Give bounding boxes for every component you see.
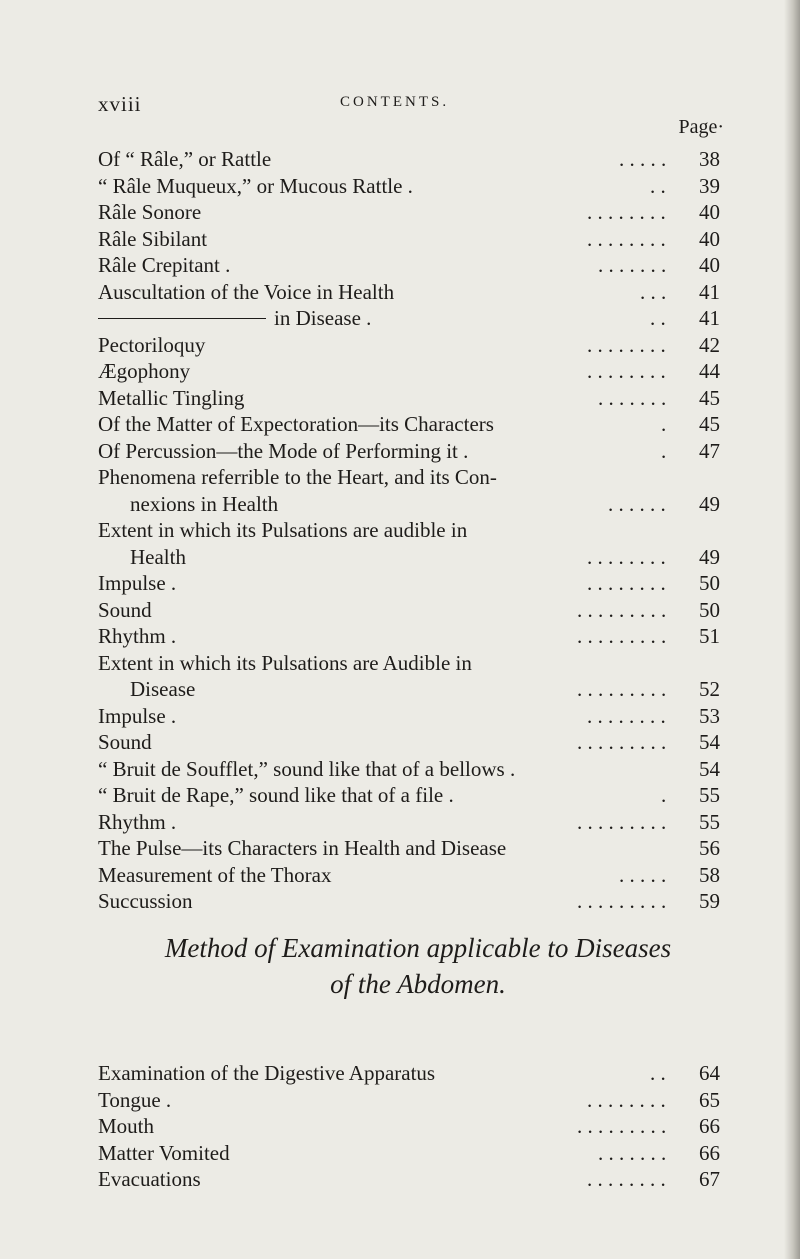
toc-page-number: 49 <box>699 544 720 569</box>
dot-leader: . . . . . . . . <box>587 1087 666 1112</box>
toc-entry <box>98 650 738 677</box>
dot-leader: . . . . . . . <box>598 253 667 277</box>
dot-leader: . . <box>650 173 666 198</box>
toc-entry <box>98 199 738 226</box>
dot-leader: . . . . . . . . . <box>577 624 667 648</box>
toc-entry <box>98 305 738 332</box>
dot-leader: . <box>661 438 667 463</box>
dot-leader: . . . . . . . . <box>587 703 666 728</box>
dot-leader: . . . . . . . . <box>587 1167 666 1191</box>
toc-entry-title: Succussion <box>98 889 193 913</box>
toc-entry-title: “ Bruit de Rape,” sound like that of a file . <box>98 783 454 807</box>
toc-page-number: 59 <box>699 889 720 913</box>
toc-entry <box>98 279 738 306</box>
toc-entry-title: Disease <box>130 677 196 701</box>
running-header <box>98 92 718 116</box>
ditto-rule <box>98 318 266 319</box>
toc-entry-title: Metallic Tingling <box>98 385 245 410</box>
dot-leader: . . . . . . . . . <box>577 889 667 913</box>
dot-leader: . . . . . . <box>608 491 666 516</box>
toc-entry-title: Râle Crepitant . <box>98 253 231 277</box>
dot-leader: . . . . . . . . . <box>577 730 667 754</box>
toc-entry-title: Of the Matter of Expectoration—its Characters <box>98 412 494 436</box>
toc-entry <box>98 385 738 412</box>
toc-entry-title: Evacuations <box>98 1167 201 1191</box>
dot-leader: . . . . . . . <box>598 385 667 410</box>
dot-leader: . . . . . . . . <box>587 200 666 224</box>
toc-page-number: 44 <box>699 359 720 383</box>
toc-entry <box>98 173 738 200</box>
toc-page-number: 49 <box>699 491 720 516</box>
toc-entry-title: Ægophony <box>98 359 191 383</box>
toc-entry-title: Of “ Râle,” or Rattle <box>98 147 272 171</box>
toc-entry <box>98 835 738 862</box>
toc-page-number: 55 <box>699 783 720 807</box>
toc-page-number: 45 <box>699 385 720 410</box>
toc-page-number: 66 <box>699 1114 720 1138</box>
toc-page-number: 40 <box>699 253 720 277</box>
dot-leader: . . . . . . . . <box>587 571 666 595</box>
dot-leader: . . <box>650 1061 666 1085</box>
toc-entry-title: Pectoriloquy <box>98 332 206 357</box>
toc-entry <box>98 517 738 544</box>
toc-entry <box>98 703 738 730</box>
toc-page-number: 55 <box>699 809 720 834</box>
toc-entry-title: The Pulse—its Characters in Health and Disease <box>98 836 507 860</box>
section-heading-line-2: of the Abdomen. <box>330 969 506 999</box>
toc-entry <box>98 358 738 385</box>
toc-entry <box>98 252 738 279</box>
toc-entry <box>98 782 738 809</box>
toc-entry-title: Râle Sonore <box>98 200 202 224</box>
toc-entry <box>98 1087 738 1114</box>
page-column-label: Page· <box>678 116 724 138</box>
toc-entry-title: “ Bruit de Soufflet,” sound like that of a bellows . <box>98 756 516 781</box>
dot-leader: . . <box>650 306 666 330</box>
toc-entry <box>98 146 738 173</box>
dot-leader: . . . . . . . <box>598 1140 667 1165</box>
toc-page-number: 41 <box>699 279 720 304</box>
toc-entry <box>98 809 738 836</box>
toc-entry <box>98 676 738 703</box>
toc-entry-title: Mouth <box>98 1114 155 1138</box>
toc-entry-title: Râle Sibilant <box>98 226 208 251</box>
toc-page-number: 50 <box>699 571 720 595</box>
toc-page-number: 47 <box>699 438 720 463</box>
contents-list <box>98 146 738 915</box>
toc-entry <box>98 1140 738 1167</box>
toc-entry-title: Sound <box>98 597 152 622</box>
dot-leader: . . . . . . . . <box>587 226 666 251</box>
toc-entry <box>98 491 738 518</box>
toc-entry <box>98 1166 738 1193</box>
toc-page-number: 51 <box>699 624 720 648</box>
dot-leader: . . . . . <box>619 147 667 171</box>
toc-entry-title: Phenomena referrible to the Heart, and its Con- <box>98 465 497 489</box>
toc-entry <box>98 1113 738 1140</box>
toc-page-number: 66 <box>699 1140 720 1165</box>
page-edge-shadow <box>784 0 800 1259</box>
toc-entry-title: Examination of the Digestive Apparatus <box>98 1061 436 1085</box>
toc-page-number: 54 <box>699 730 720 754</box>
toc-entry-title: Impulse . <box>98 703 177 728</box>
dot-leader: . . . . . . . . . <box>577 1114 667 1138</box>
toc-entry <box>98 1060 738 1087</box>
toc-page-number: 41 <box>699 306 720 330</box>
toc-page-number: 42 <box>699 332 720 357</box>
toc-entry-title: Health <box>130 544 186 569</box>
toc-page-number: 56 <box>699 836 720 860</box>
toc-entry <box>98 756 738 783</box>
dot-leader: . . . . . . . . <box>587 544 666 569</box>
dot-leader: . . . . . . . . <box>587 359 666 383</box>
section-heading <box>98 930 738 1002</box>
toc-entry <box>98 332 738 359</box>
toc-entry <box>98 438 738 465</box>
toc-entry-title: Of Percussion—the Mode of Performing it . <box>98 438 469 463</box>
toc-page-number: 50 <box>699 597 720 622</box>
dot-leader: . <box>661 783 667 807</box>
toc-page-number: 53 <box>699 703 720 728</box>
toc-page-number: 45 <box>699 412 720 436</box>
toc-page-number: 67 <box>699 1167 720 1191</box>
toc-entry <box>98 729 738 756</box>
toc-entry-title: Extent in which its Pulsations are audible in <box>98 518 468 542</box>
toc-page-number: 52 <box>699 677 720 701</box>
toc-entry-title: Rhythm . <box>98 809 177 834</box>
toc-entry-title: “ Râle Muqueux,” or Mucous Rattle . <box>98 173 413 198</box>
toc-entry-title: Rhythm . <box>98 624 177 648</box>
toc-entry-title: Sound <box>98 730 152 754</box>
dot-leader: . . . . . . . . . <box>577 677 667 701</box>
toc-entry <box>98 464 738 491</box>
toc-entry <box>98 226 738 253</box>
toc-entry <box>98 544 738 571</box>
toc-entry-title: Auscultation of the Voice in Health <box>98 279 395 304</box>
abdomen-contents-list <box>98 1060 738 1193</box>
toc-entry-title: Matter Vomited <box>98 1140 230 1165</box>
dot-leader: . . . . . . . . . <box>577 597 667 622</box>
toc-page-number: 39 <box>699 173 720 198</box>
roman-page-number: xviii <box>98 92 142 116</box>
section-heading-line-1: Method of Examination applicable to Diseases <box>164 933 672 963</box>
toc-entry <box>98 623 738 650</box>
toc-entry-title: nexions in Health <box>130 491 279 516</box>
toc-entry <box>98 597 738 624</box>
toc-page-number: 65 <box>699 1087 720 1112</box>
toc-entry <box>98 570 738 597</box>
toc-entry-title: Measurement of the Thorax <box>98 862 332 887</box>
toc-entry-title: Impulse . <box>98 571 177 595</box>
dot-leader: . . . . . . . . <box>587 332 666 357</box>
header-title: CONTENTS. <box>340 94 450 110</box>
toc-page-number: 40 <box>699 200 720 224</box>
toc-page-number: 38 <box>699 147 720 171</box>
toc-page-number: 58 <box>699 862 720 887</box>
dot-leader: . . . . . . . . . <box>577 809 667 834</box>
toc-entry <box>98 862 738 889</box>
dot-leader: . . . . . <box>619 862 667 887</box>
toc-page-number: 64 <box>699 1061 720 1085</box>
toc-entry <box>98 411 738 438</box>
toc-entry <box>98 888 738 915</box>
toc-entry-title: Extent in which its Pulsations are Audible in <box>98 650 472 675</box>
toc-page-number: 54 <box>699 756 720 781</box>
dot-leader: . <box>661 412 667 436</box>
toc-entry-title: Tongue . <box>98 1087 172 1112</box>
toc-entry-title: in Disease . <box>274 306 372 330</box>
toc-page-number: 40 <box>699 226 720 251</box>
dot-leader: . . . <box>640 279 667 304</box>
